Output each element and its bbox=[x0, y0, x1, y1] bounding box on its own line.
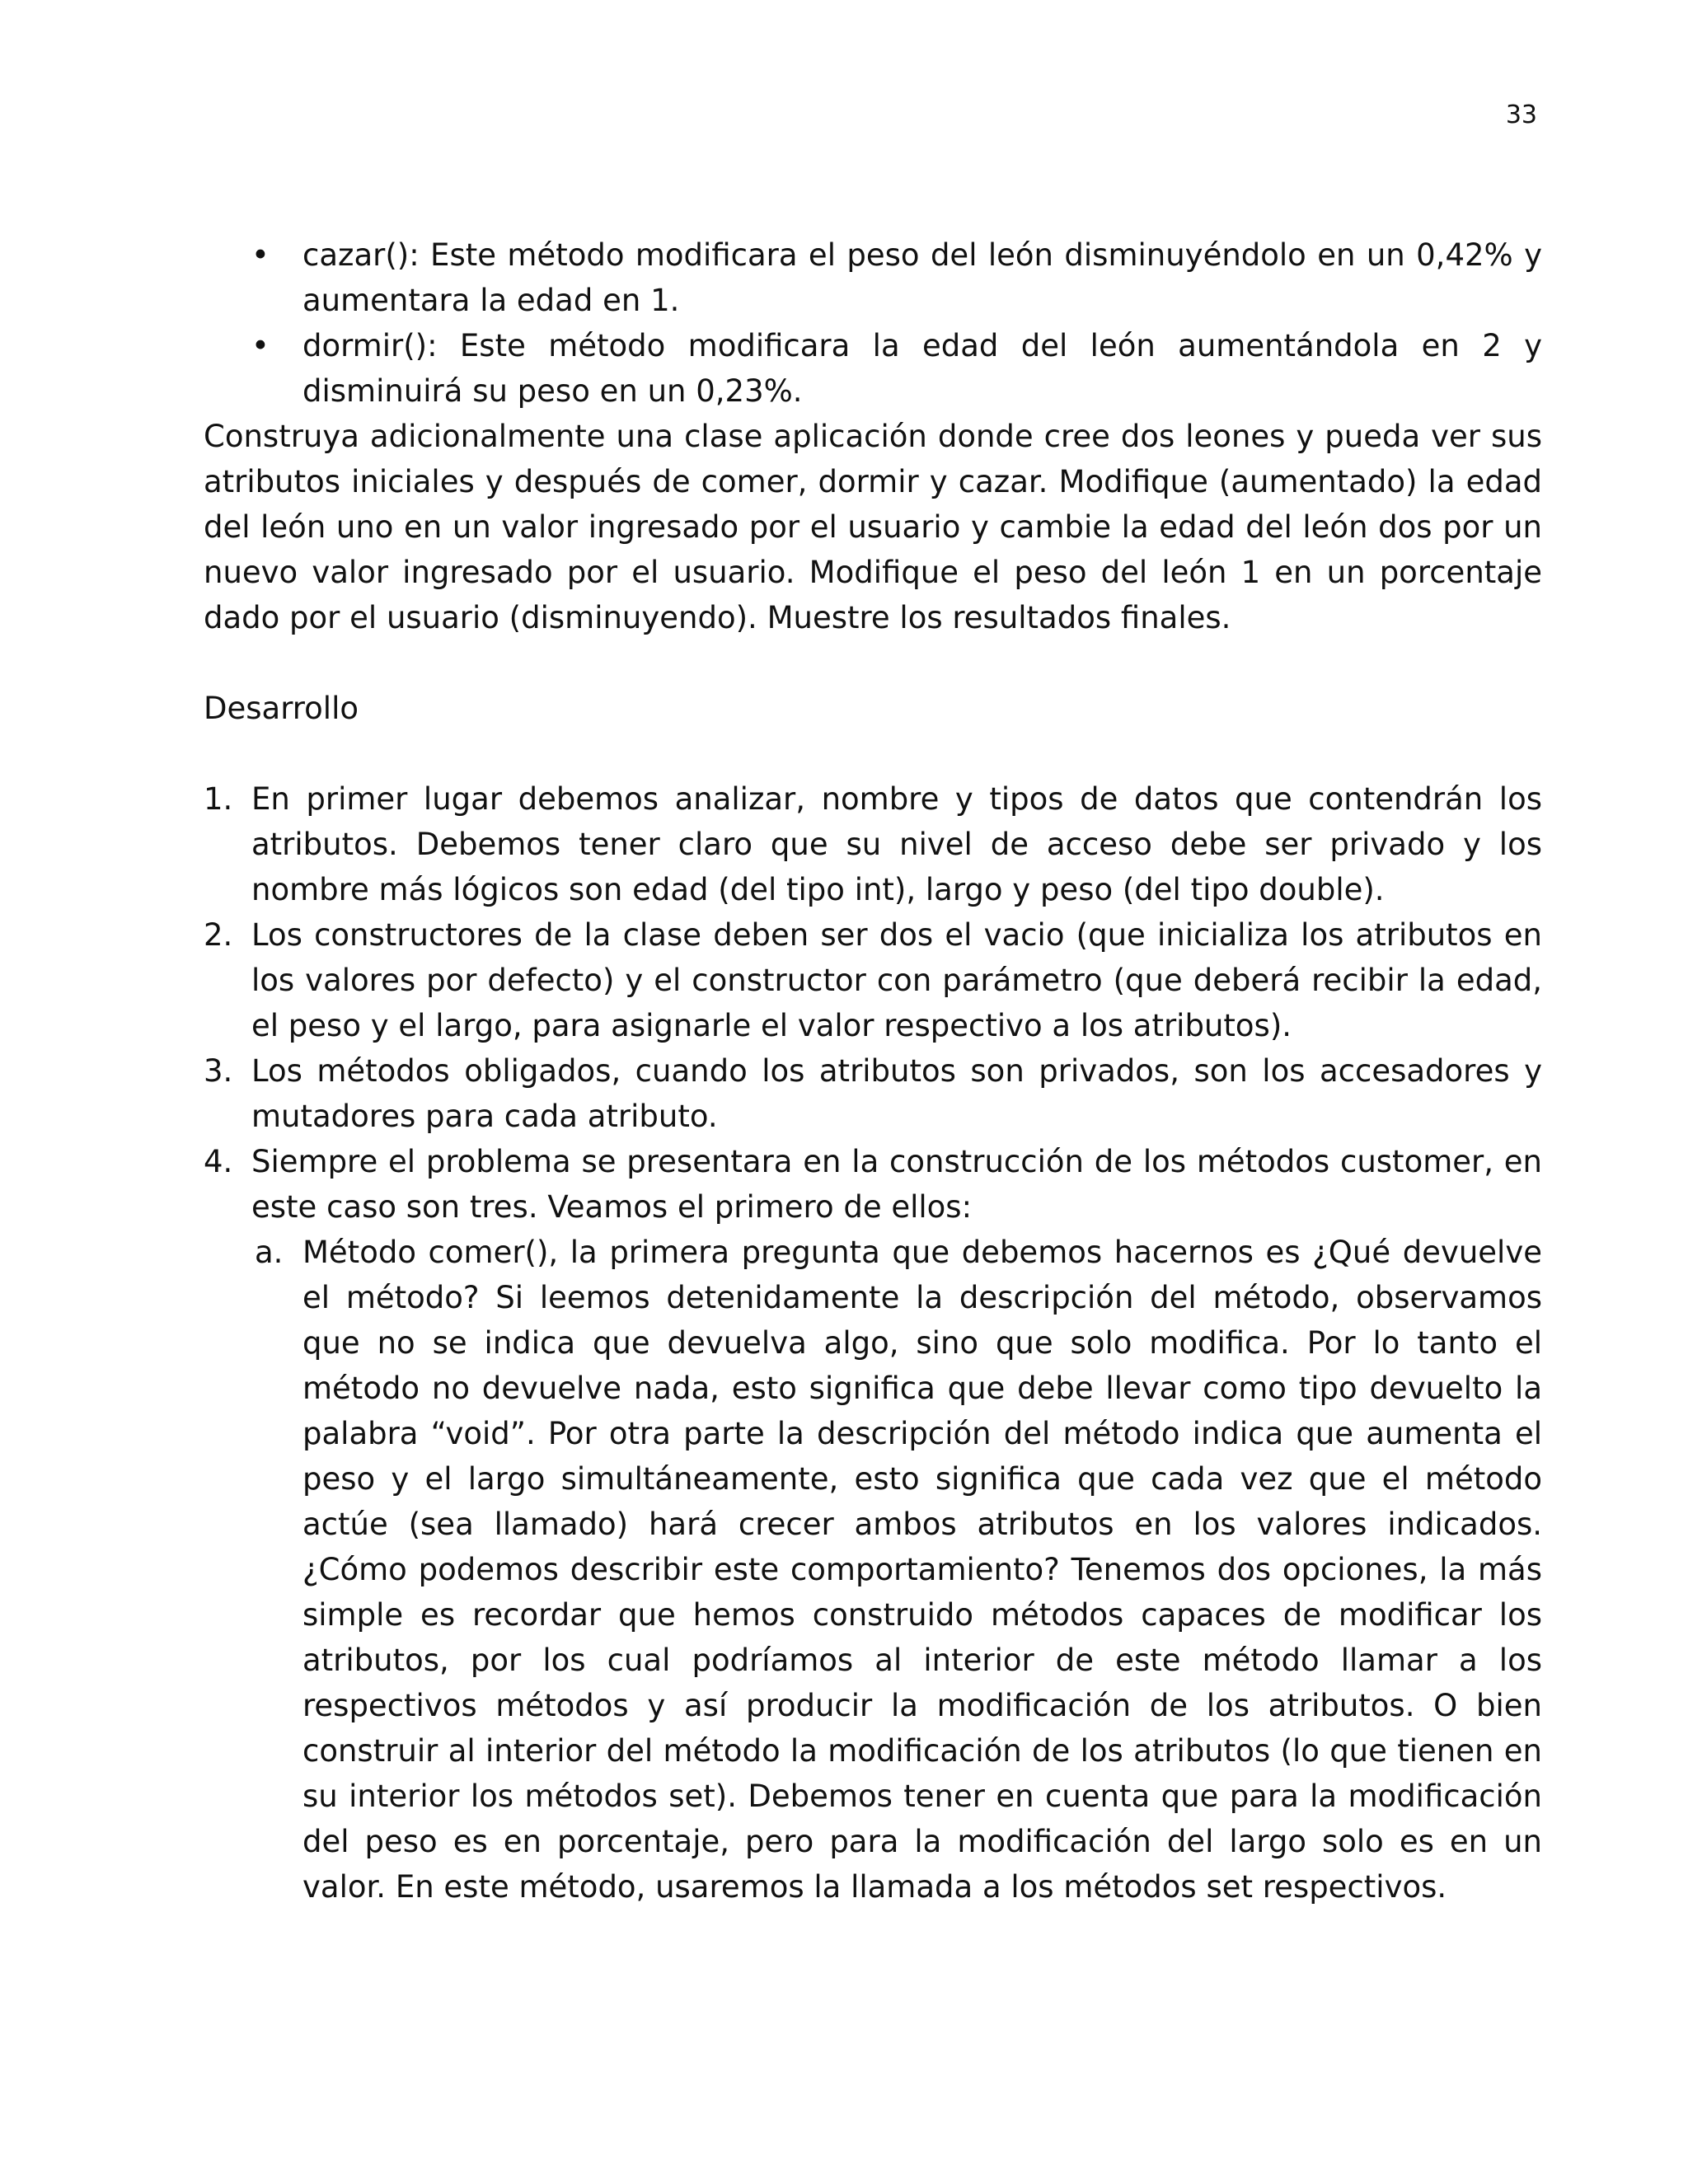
spacer bbox=[204, 640, 1542, 686]
page-number: 33 bbox=[1505, 101, 1537, 129]
step-text: En primer lugar debemos analizar, nombre y tipos de datos que contendrán los atributos. Debemos tener claro que su nivel de acceso debe ser privado y los nombre más lógicos son edad (del tipo int), largo y peso (del tipo double). bbox=[251, 781, 1542, 907]
substep-text: Método comer(), la primera pregunta que debemos hacernos es ¿Qué devuelve el método? Si leemos detenidamente la descripción del método, observamos que no se indica que devuelva algo, sino que solo modifica. Por lo tanto el método no devuelve nada, esto significa que debe llevar como tipo devuelto la palabra “void”. Por otra parte la descripción del método indica que aumenta el peso y el largo simultáneamente, esto significa que cada vez que el método actúe (sea llamado) hará crecer ambos atributos en los valores indicados. ¿Cómo podemos describir este comportamiento? Tenemos dos opciones, la más simple es recordar que hemos construido métodos capaces de modificar los atributos, por los cual podríamos al interior de este método llamar a los respectivos métodos y así producir la modificación de los atributos. O bien construir al interior del método la modificación de los atributos (lo que tienen en su interior los métodos set). Debemos tener en cuenta que para la modificación del peso es en porcentaje, pero para la modificación del largo solo es en un valor. En este método, usaremos la llamada a los métodos set respectivos. bbox=[302, 1235, 1542, 1905]
step-number: 3. bbox=[204, 1053, 233, 1089]
bullet-item-cazar bbox=[204, 232, 1542, 323]
step-text: Los métodos obligados, cuando los atributos son privados, son los accesadores y mutadores para cada atributo. bbox=[251, 1053, 1542, 1134]
bullet-icon: • bbox=[251, 328, 270, 363]
step-item-4 bbox=[204, 1139, 1542, 1230]
method-bullet-list bbox=[204, 232, 1542, 414]
bullet-text: cazar(): Este método modificara el peso del león disminuyéndolo en un 0,42% y aumentara la edad en 1. bbox=[302, 237, 1542, 318]
step-item-1 bbox=[204, 776, 1542, 912]
bullet-text: dormir(): Este método modificara la edad del león aumentándola en 2 y disminuirá su peso en un 0,23%. bbox=[302, 328, 1542, 409]
section-heading: Desarrollo bbox=[204, 691, 359, 726]
substep-letter: a. bbox=[255, 1235, 284, 1270]
step-text: Los constructores de la clase deben ser dos el vacio (que inicializa los atributos en los valores por defecto) y el constructor con parámetro (que deberá recibir la edad, el peso y el largo, para asignarle el valor respectivo a los atributos). bbox=[251, 917, 1542, 1043]
step-number: 1. bbox=[204, 781, 233, 817]
step-number: 4. bbox=[204, 1144, 233, 1179]
development-steps-list bbox=[204, 776, 1542, 1230]
instructions-paragraph: Construya adicionalmente una clase aplicación donde cree dos leones y pueda ver sus atributos iniciales y después de comer, dormir y cazar. Modifique (aumentado) la edad del león uno en un valor ingresado por el usuario y cambie la edad del león dos por un nuevo valor ingresado por el usuario. Modifique el peso del león 1 en un porcentaje dado por el usuario (disminuyendo). Muestre los resultados finales. bbox=[204, 419, 1542, 635]
bullet-item-dormir bbox=[204, 323, 1542, 414]
bullet-icon: • bbox=[251, 237, 270, 273]
step-text: Siempre el problema se presentara en la construcción de los métodos customer, en este caso son tres. Veamos el primero de ellos: bbox=[251, 1144, 1542, 1225]
page-content bbox=[204, 232, 1542, 1910]
step-number: 2. bbox=[204, 917, 233, 953]
step-item-2 bbox=[204, 912, 1542, 1048]
step-item-3 bbox=[204, 1048, 1542, 1139]
spacer bbox=[204, 731, 1542, 776]
substeps-list bbox=[204, 1230, 1542, 1910]
substep-item-a bbox=[204, 1230, 1542, 1910]
